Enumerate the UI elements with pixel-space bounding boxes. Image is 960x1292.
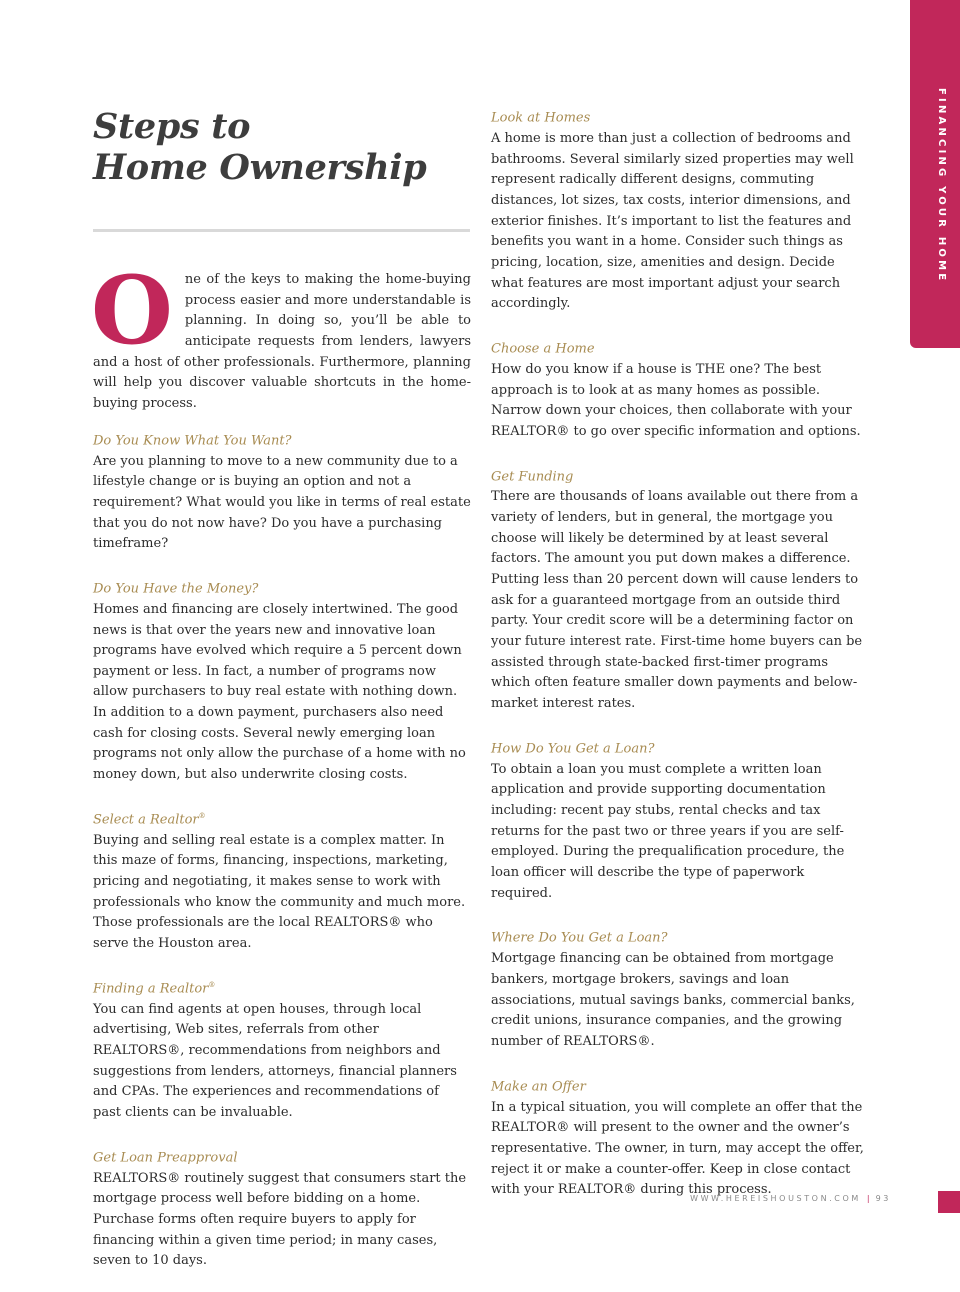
title-divider [93, 229, 470, 232]
section-heading: Get Funding [491, 468, 574, 484]
section-body: Homes and financing are closely intertwined. The good news is that over the years new and innovative loan programs have evolved which require a 5 percent down payment or less. In fact, a number of programs now allow purchasers to buy real estate with nothing down. In addition to a down payment, purchasers also need cash for closing costs. Several newly emerging loan programs not only allow the purchase of a home with no money down, but also underwrite closing costs. [93, 601, 466, 783]
section-where-get-loan [491, 924, 867, 1052]
section-body: A home is more than just a collection of bedrooms and bathrooms. Several similarly sized properties may well represent radically different designs, commuting distances, lot sizes, tax costs, interior dimensions, and exterior finishes. It’s important to list the features and benefits you want in a home. Consider such things as pricing, location, size, amenities and design. Decide what features are most important adjust your search accordingly. [491, 130, 854, 312]
page-footer [690, 1194, 891, 1203]
intro-paragraph [91, 256, 471, 415]
section-loan-preapproval [93, 1144, 471, 1272]
section-body: Are you planning to move to a new community due to a lifestyle change or is buying an option and not a requirement? What would you like in terms of real estate that you do not now have? Do you have a purchasing timeframe? [93, 453, 471, 552]
section-get-funding [491, 463, 867, 715]
section-heading: Get Loan Preapproval [93, 1149, 238, 1165]
section-heading: Choose a Home [491, 341, 595, 357]
section-body: There are thousands of loans available out there from a variety of lenders, but in general, the mortgage you choose will likely be determined by at least several factors. The amount you put down makes a difference. Putting less than 20 percent down will cause lenders to ask for a guaranteed mortgage from an outside third party. Your credit score will be a determining factor on your future interest rate. First-time home buyers can be assisted through state-backed first-timer programs which often feature smaller down payments and below-market interest rates. [491, 489, 863, 712]
page-number: 93 [875, 1194, 891, 1203]
drop-cap: O [91, 256, 173, 366]
section-heading: Look at Homes [491, 110, 591, 126]
section-have-the-money [93, 575, 471, 786]
footer-separator: | [866, 1194, 870, 1203]
section-body: In a typical situation, you will complete an offer that the REALTOR® will present to the owner and the owner’s representative. The owner, in turn, may accept the offer, reject it or make a counter-offer. Keep in close contact with your REALTOR® during this process. [491, 1099, 864, 1198]
section-tab-label: FINANCING YOUR HOME [936, 88, 947, 284]
section-heading: Do You Know What You Want? [93, 432, 292, 448]
section-body: You can find agents at open houses, through local advertising, Web sites, referrals from other REALTORS®, recommendations from neighbors and suggestions from lenders, attorneys, financial planners and CPAs. The experiences and recommendations of past clients can be invaluable. [93, 1001, 457, 1120]
section-know-what-you-want [93, 427, 471, 555]
section-body: Buying and selling real estate is a complex matter. In this maze of forms, financing, inspections, marketing, pricing and negotiating, it makes sense to work with professionals who know the community and much more. Those professionals are the local REALTORS® who serve the Houston area. [93, 832, 466, 952]
section-body: Mortgage financing can be obtained from mortgage bankers, mortgage brokers, savings and loan associations, mutual savings banks, commercial banks, credit unions, insurance companies, and the growing number of REALTORS®. [491, 951, 855, 1049]
footer-website: WWW.HEREISHOUSTON.COM [690, 1194, 861, 1203]
section-heading: Finding a Realtor® [93, 980, 216, 996]
section-heading: How Do You Get a Loan? [491, 741, 655, 757]
section-choose-home [491, 335, 867, 443]
section-body: REALTORS® routinely suggest that consumers start the mortgage process well before bidding on a home. Purchase forms often require buyers to apply for financing within a given time period; in many cases, seven to 10 days. [93, 1170, 467, 1269]
section-select-realtor [93, 806, 471, 955]
section-heading: Select a Realtor® [93, 811, 206, 828]
section-heading: Make an Offer [491, 1078, 586, 1094]
section-how-get-loan [491, 735, 867, 905]
section-tab [910, 0, 960, 348]
section-body: How do you know if a house is THE one? The best approach is to look at as many homes as possible. Narrow down your choices, then collaborate with your REALTOR® to go over specific information and options. [491, 361, 861, 439]
intro-text: ne of the keys to making the home-buying process easier and more understandable is planning. In doing so, you’ll be able to anticipate requests from lenders, lawyers and a host of other professionals. Furthermore, planning will help you discover valuable shortcuts in the home-buying process. [93, 272, 471, 411]
corner-accent [938, 1191, 960, 1213]
right-column [491, 104, 867, 1221]
title-line-2: Home Ownership [93, 147, 427, 188]
title-line-1: Steps to [93, 106, 251, 147]
section-heading: Do You Have the Money? [93, 581, 259, 597]
section-body: To obtain a loan you must complete a written loan application and provide supporting documentation including: recent pay stubs, rental checks and tax returns for the past two or three years if you are self-employed. During the prequalification procedure, the loan officer will describe the type of paperwork required. [491, 761, 845, 901]
page-title [93, 106, 426, 188]
left-column [91, 256, 471, 1292]
section-look-at-homes [491, 104, 867, 315]
section-heading: Where Do You Get a Loan? [491, 930, 668, 946]
section-make-offer [491, 1073, 867, 1201]
section-finding-realtor [93, 975, 471, 1124]
